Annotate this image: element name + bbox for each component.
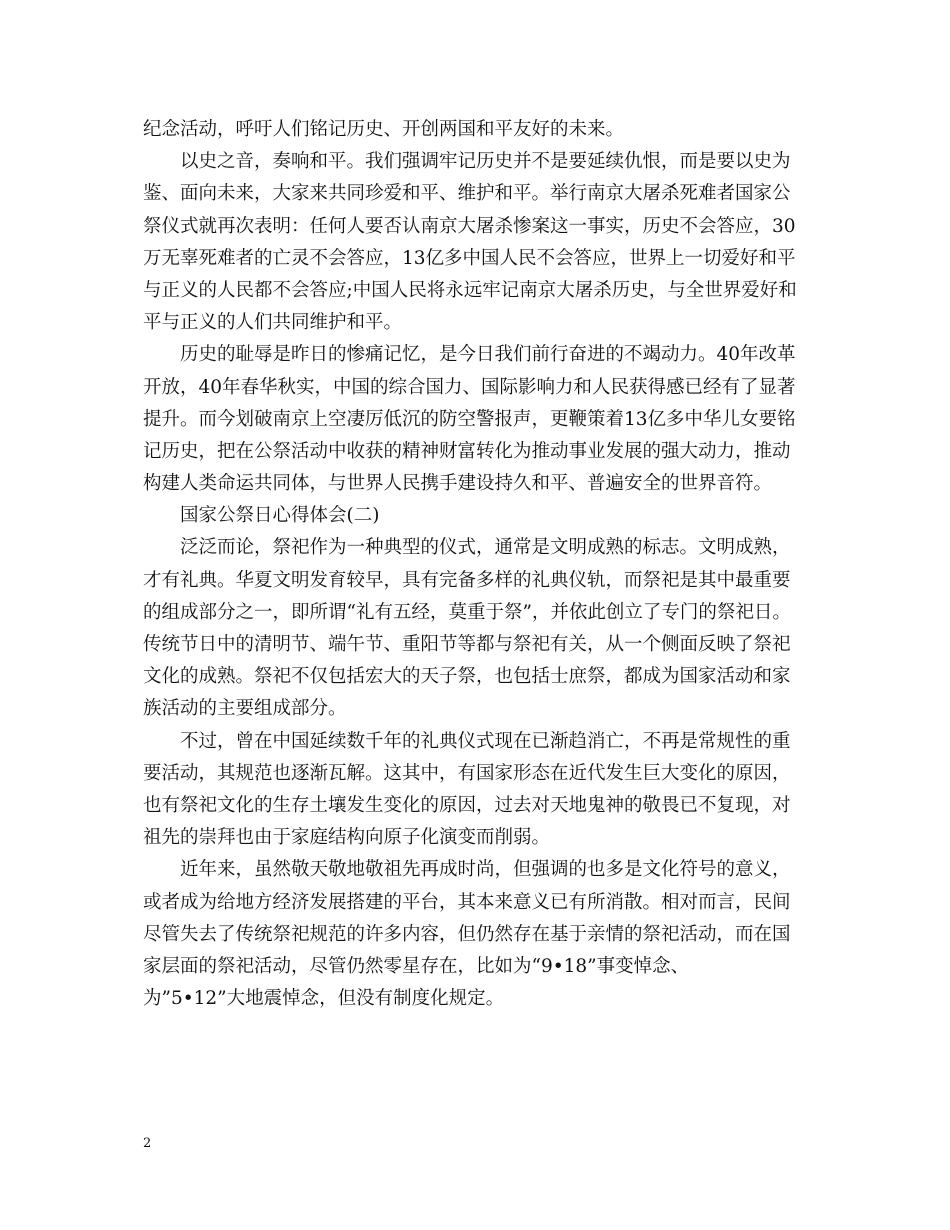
text-line: 以史之音，奏响和平。我们强调牢记历史并不是要延续仇恨，而是要以史为 xyxy=(180,151,791,173)
text-line: 家层面的祭祀活动，尽管仍然零星存在，比如为“9•18”事变悼念、 xyxy=(143,955,690,977)
text-line: 开放，40年春华秋实，中国的综合国力、国际影响力和人民获得感已经有了显著 xyxy=(143,376,796,398)
text-line: 要活动，其规范也逐渐瓦解。这其中，有国家形态在近代发生巨大变化的原因， xyxy=(143,762,791,784)
text-line: 族活动的主要组成部分。 xyxy=(143,698,347,720)
text-line: 为”5•12”大地震悼念，但没有制度化规定。 xyxy=(143,988,505,1010)
text-line: 泛泛而论，祭祀作为一种典型的仪式，通常是文明成熟的标志。文明成熟， xyxy=(180,537,791,559)
text-line: 传统节日中的清明节、端午节、重阳节等都与祭祀有关，从一个侧面反映了祭祀 xyxy=(143,634,791,655)
text-line: 祖先的崇拜也由于家庭结构向原子化演变而削弱。 xyxy=(143,827,551,849)
text-line: 祭仪式就再次表明：任何人要否认南京大屠杀惨案这一事实，历史不会答应，30 xyxy=(143,215,796,237)
text-line: 与正义的人民都不会答应;中国人民将永远牢记南京大屠杀历史，与全世界爱好和 xyxy=(143,279,797,301)
text-line: 鉴、面向未来，大家来共同珍爱和平、维护和平。举行南京大屠杀死难者国家公 xyxy=(143,183,791,205)
text-line: 的组成部分之一，即所谓“礼有五经，莫重于祭”，并依此创立了专门的祭祀日。 xyxy=(143,601,791,623)
text-line: 构建人类命运共同体，与世界人民携手建设持久和平、普遍安全的世界音符。 xyxy=(143,473,773,495)
page-number: 2 xyxy=(143,1136,152,1151)
text-line: 不过，曾在中国延续数千年的礼典仪式现在已渐趋消亡，不再是常规性的重 xyxy=(180,730,791,752)
section-heading: 国家公祭日心得体会(二) xyxy=(180,505,380,527)
body-text xyxy=(143,114,813,1015)
text-line: 也有祭祀文化的生存土壤发生变化的原因，过去对天地鬼神的敬畏已不复现，对 xyxy=(143,794,791,816)
text-line: 历史的耻辱是昨日的惨痛记忆，是今日我们前行奋进的不竭动力。40年改革 xyxy=(180,344,796,366)
text-line: 文化的成熟。祭祀不仅包括宏大的天子祭，也包括士庶祭，都成为国家活动和家 xyxy=(143,666,791,688)
text-line: 平与正义的人们共同维护和平。 xyxy=(143,312,403,334)
text-line: 万无辜死难者的亡灵不会答应，13亿多中国人民不会答应，世界上一切爱好和平 xyxy=(143,247,796,269)
text-line: 尽管失去了传统祭祀规范的许多内容，但仍然存在基于亲情的祭祀活动，而在国 xyxy=(143,923,791,945)
text-line: 近年来，虽然敬天敬地敬祖先再成时尚，但强调的也多是文化符号的意义， xyxy=(180,859,791,881)
text-line: 或者成为给地方经济发展搭建的平台，其本来意义已有所消散。相对而言，民间 xyxy=(143,891,791,913)
text-line: 才有礼典。华夏文明发育较早，具有完备多样的礼典仪轨，而祭祀是其中最重要 xyxy=(143,569,791,591)
text-line: 提升。而今划破南京上空凄厉低沉的防空警报声，更鞭策着13亿多中华儿女要铭 xyxy=(143,408,796,430)
text-line: 记历史，把在公祭活动中收获的精神财富转化为推动事业发展的强大动力，推动 xyxy=(143,440,791,462)
text-line: 纪念活动，呼吁人们铭记历史、开创两国和平友好的未来。 xyxy=(143,119,625,140)
